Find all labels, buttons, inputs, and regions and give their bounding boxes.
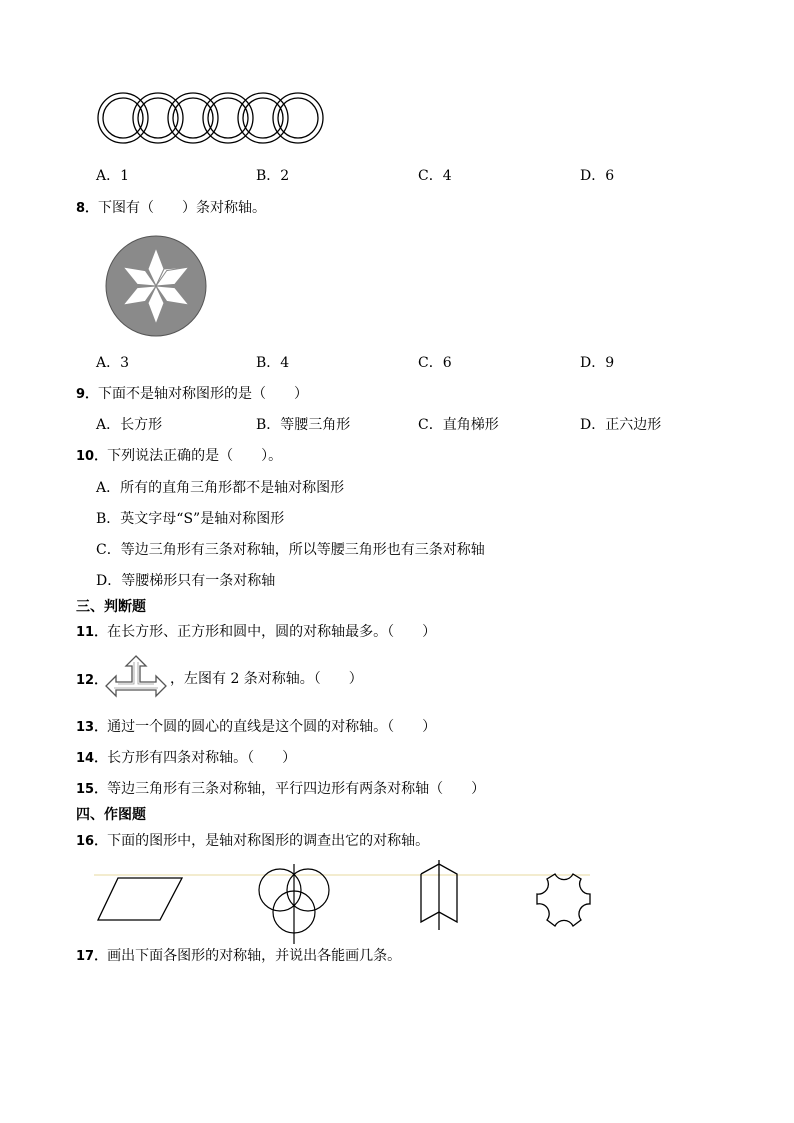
question-text: 通过一个圆的圆心的直线是这个圆的对称轴。（ ） [107,719,437,735]
q10-option-a[interactable]: A．所有的直角三角形都不是轴对称图形 [96,480,345,496]
question-number: 17． [76,949,108,964]
section-title-judgement: 三、判断题 [76,599,146,615]
q7-option-d[interactable]: D．6 [580,168,615,184]
folded-card-figure[interactable] [417,860,461,932]
star-in-circle-figure [104,234,208,338]
linked-rings-figure [96,90,326,150]
question-17 [76,947,401,966]
question-number: 16． [76,834,108,849]
gear-shape-figure[interactable] [529,868,599,938]
q7-option-b[interactable]: B．2 [256,168,290,184]
q10-option-d[interactable]: D．等腰梯形只有一条对称轴 [96,573,276,589]
q8-option-a[interactable]: A．3 [96,355,130,371]
q9-option-b[interactable]: B．等腰三角形 [256,417,351,433]
question-14 [76,749,296,768]
question-text: 画出下面各图形的对称轴，并说出各能画几条。 [107,948,402,964]
question-number: 14． [76,751,108,766]
question-15 [76,780,485,799]
question-9 [76,385,308,404]
question-8 [76,199,266,218]
question-number: 12． [76,673,108,688]
q8-option-d[interactable]: D．9 [580,355,615,371]
three-way-arrow-figure [104,654,168,702]
q10-option-b[interactable]: B．英文字母“S”是轴对称图形 [96,511,285,527]
question-16 [76,832,429,851]
question-text: 下面的图形中，是轴对称图形的调查出它的对称轴。 [107,833,430,849]
q9-option-d[interactable]: D．正六边形 [580,417,662,433]
q8-option-b[interactable]: B．4 [256,355,290,371]
parallelogram-figure[interactable] [96,876,186,922]
question-12-text: ，左图有 2 条对称轴。（ ） [170,671,363,687]
question-text: 下列说法正确的是（ ）。 [107,448,283,464]
section-title-drawing: 四、作图题 [76,807,146,823]
q7-option-c[interactable]: C．4 [418,168,452,184]
question-number: 11． [76,625,108,640]
question-text: 在长方形、正方形和圆中，圆的对称轴最多。（ ） [107,624,437,640]
q7-option-a[interactable]: A．1 [96,168,130,184]
q10-option-c[interactable]: C．等边三角形有三条对称轴，所以等腰三角形也有三条对称轴 [96,542,485,558]
question-text: 下面不是轴对称图形的是（ ） [98,386,309,402]
q9-option-a[interactable]: A．长方形 [96,417,163,433]
three-circles-figure[interactable] [256,862,336,946]
question-11 [76,623,436,642]
question-number: 10． [76,449,108,464]
q9-option-c[interactable]: C．直角梯形 [418,417,499,433]
question-12-number [76,671,107,690]
question-number: 15． [76,782,108,797]
question-10 [76,447,282,466]
q8-option-c[interactable]: C．6 [418,355,452,371]
question-number: 9． [76,387,99,402]
question-text: 长方形有四条对称轴。（ ） [107,750,297,766]
question-number: 8． [76,201,99,216]
question-text: 下图有（ ）条对称轴。 [98,200,267,216]
question-13 [76,718,436,737]
question-number: 13． [76,720,108,735]
question-text: 等边三角形有三条对称轴，平行四边形有两条对称轴（ ） [107,781,486,797]
